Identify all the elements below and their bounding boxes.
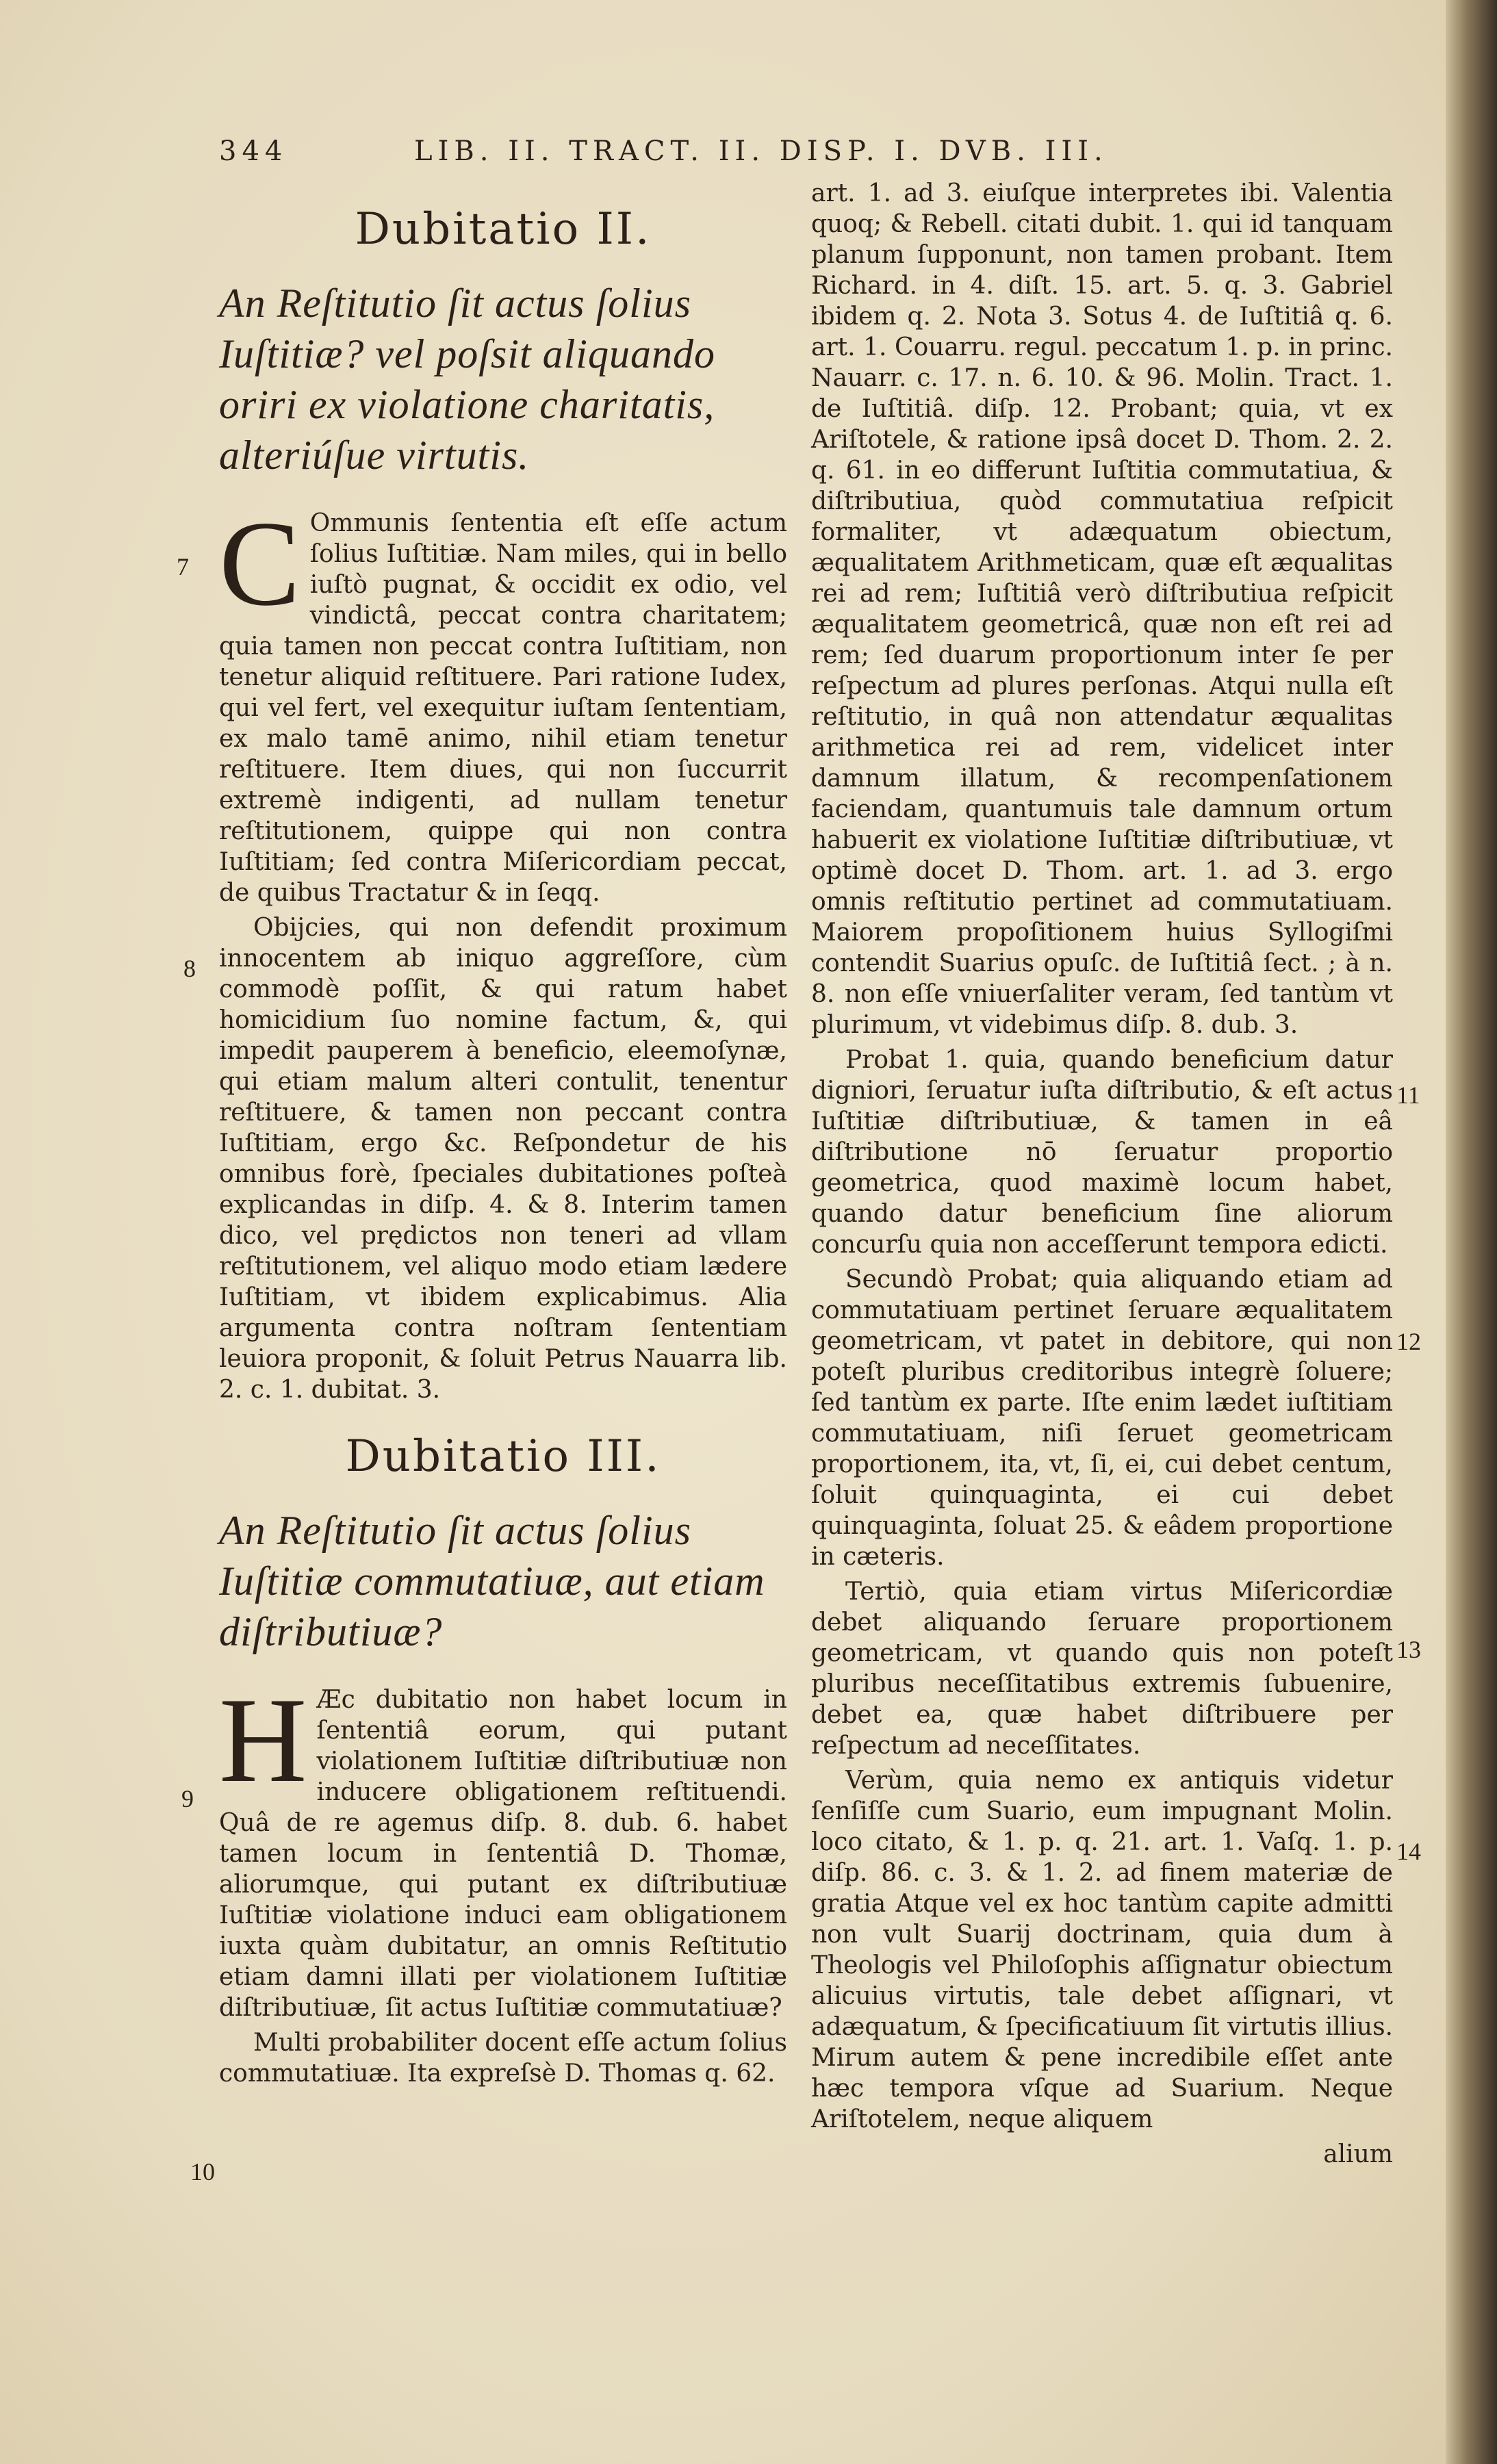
page-number: 344 (219, 136, 288, 167)
paragraph-continued: art. 1. ad 3. eiuſque interpretes ibi. Valentia quoq; & Rebell. citati dubit. 1. qui id tanquam planum ſupponunt, non tamen probant. Item Richard. in 4. diſt. 15. art. 5. q. 3. Gabriel ibidem q. 2. Nota 3. Sotus 4. de Iuſtitiâ q. 6. art. 1. Couarru. regul. peccatum 1. p. in princ. Nauarr. c. 17. n. 6. 10. & 96. Molin. Tract. 1. de Iuſtitiâ. diſp. 12. Probant; quia, vt ex Ariſtotele, & ratione ipsâ docet D. Thom. 2. 2. q. 61. in eo differunt Iuſtitia commutatiua, & diſtributiua, quòd commutatiua reſpicit formaliter, vt adæquatum obiectum, æqualitatem Arithmeticam, quæ eſt æqualitas rei ad rem; Iuſtitiâ verò diſtributiua reſpicit æqualitatem geometricâ, quæ non eſt rei ad rem; ſed duarum proportionum inter ſe per reſpectum ad plures perſonas. Atqui nulla eſt reſtitutio, in quâ non attendatur æqualitas arithmetica rei ad rem, videlicet inter damnum illatum, & recompenſationem faciendam, quantumuis tale damnum ortum habuerit ex violatione Iuſtitiæ diſtributiuæ, vt optimè docet D. Thom. art. 1. ad 3. ergo omnis reſtitutio pertinet ad commutatiuam. Maiorem propoſitionem huius Syllogiſmi contendit Suarius opuſc. de Iuſtitiâ ſect. ; à n. 8. non eſſe vniuerſaliter veram, ſed tantùm vt plurimum, vt videbimus diſp. 8. dub. 3. (811, 179, 1393, 1039)
running-head (219, 136, 1164, 177)
drop-cap-h: H (219, 1672, 307, 1808)
right-column (811, 178, 1393, 2174)
left-column (219, 185, 787, 2093)
paragraph-8: Obijcies, qui non defendit proximum innocentem ab iniquo aggreſſore, cùm commodè poſſit, & qui ratum habet homicidium ſuo nomine factum, &, qui impedit pauperem à beneficio, eleemoſynæ, qui etiam malum alteri contulit, tenentur reſtituere, & tamen non peccant contra Iuſtitiam, ergo &c. Reſpondetur de his omnibus forè, ſpeciales dubitationes poſteà explicandas in diſp. 4. & 8. Interim tamen dico, vel prędictos non teneri ad vllam reſtitutionem, vel aliquo modo etiam lædere Iuſtitiam, vt ibidem explicabimus. Alia argumenta contra noſtram ſententiam leuiora proponit, & ſoluit Petrus Nauarra lib. 2. c. 1. dubitat. 3. (219, 914, 787, 1404)
dubitatio-3-question: An Reſtitutio ſit actus ſolius Iuſtitiæ commutatiuæ, aut etiam diſtributiuæ? (219, 1508, 765, 1654)
margin-number-7: 7 (177, 553, 189, 580)
running-title: LIB. II. TRACT. II. DISP. I. DVB. III. (414, 136, 1108, 167)
margin-number-10: 10 (190, 2158, 215, 2185)
paragraph-13: Tertiò, quia etiam virtus Miſericordiæ debet aliquando ſeruare proportionem geometricam, vt quando quis non poteſt pluribus neceſſitatibus extremis ſubuenire, debet ea, quæ habet diſtribuere per reſpectum ad neceſſitates. (811, 1578, 1393, 1760)
paragraph-7 (219, 496, 787, 908)
paragraph-9 (219, 1672, 787, 2023)
catchword: alium (1323, 2140, 1393, 2168)
dubitatio-3-heading: Dubitatio III. (345, 1431, 661, 1482)
paragraph-11: Probat 1. quia, quando beneficium datur digniori, ſeruatur iuſta diſtributio, & eſt actus Iuſtitiæ diſtributiuæ, & tamen in eâ diſtributione nō ſeruatur proportio geometrica, quod maximè locum habet, quando datur beneficium ſine aliorum concurſu quia non acceſſerunt tempora edicti. (811, 1046, 1393, 1259)
margin-number-11: 11 (1396, 1081, 1420, 1109)
drop-cap-c: C (219, 496, 300, 631)
paragraph-14: Verùm, quia nemo ex antiquis videtur ſenſiſſe cum Suario, eum impugnant Molin. loco citato, & 1. p. q. 21. art. 1. Vaſq. 1. p. diſp. 86. c. 3. & 1. 2. ad finem materiæ de gratia Atque vel ex hoc tantùm capite admitti non vult Suarij doctrinam, quia dum à Theologis vel Philoſophis aſſignatur obiectum alicuius virtutis, tale debet aſſignari, vt adæquatum, & ſpecificatiuum ſit virtutis illius. Mirum autem & pene incredibile eſſet ante hæc tempora vſque ad Suarium. Neque Ariſtotelem, neque aliquem (811, 1767, 1393, 2133)
margin-number-13: 13 (1396, 1636, 1421, 1663)
paragraph-12: Secundò Probat; quia aliquando etiam ad commutatiuam pertinet ſeruare æqualitatem geometricam, vt patet in debitore, qui non poteſt pluribus creditoribus integrè ſoluere; ſed tantùm ex parte. Iſte enim lædet iuſtitiam commutatiuam, niſi ſeruet geometricam proportionem, ita, vt, ſi, ei, cui debet centum, ſoluit quinquaginta, ei cui debet quinquaginta, ſoluat 25. & eâdem proportione in cæteris. (811, 1266, 1393, 1571)
paragraph-9-text: Æc dubitatio non habet locum in ſententiâ eorum, qui putant violationem Iuſtitiæ diſtributiuæ non inducere obligationem reſtituendi. Quâ de re agemus diſp. 8. dub. 6. habet tamen locum in ſententiâ D. Thomæ, aliorumque, qui putant ex diſtributiuæ Iuſtitiæ violatione induci eam obligationem iuxta quàm dubitatur, an omnis Reſtitutio etiam damni illati per violationem Iuſtitiæ diſtributiuæ, ſit actus Iuſtitiæ commutatiuæ? (219, 1686, 787, 2022)
page-gutter-shadow (1446, 0, 1497, 2464)
dubitatio-2-heading: Dubitatio II. (355, 204, 652, 255)
paragraph-7-text: Ommunis ſententia eſt eſſe actum ſolius Iuſtitiæ. Nam miles, qui in bello iuſtò pugnat, & occidit ex odio, vel vindictâ, peccat contra charitatem; quia tamen non peccat contra Iuſtitiam, non tenetur aliquid reſtituere. Pari ratione Iudex, qui vel fert, vel exequitur iuſtam ſententiam, ex malo tamē animo, nihil etiam tenetur reſtituere. Item diues, qui non ſuccurrit extremè indigenti, ad nullam tenetur reſtitutionem, quippe qui non contra Iuſtitiam; ſed contra Miſericordiam peccat, de quibus Tractatur & in ſeqq. (219, 509, 787, 907)
margin-number-12: 12 (1396, 1328, 1421, 1355)
paragraph-10: Multi probabiliter docent eſſe actum ſolius commutatiuæ. Ita expreſsè D. Thomas q. 62. (219, 2029, 787, 2088)
margin-number-8: 8 (183, 955, 196, 982)
margin-number-9: 9 (181, 1785, 194, 1812)
margin-number-14: 14 (1396, 1838, 1421, 1865)
dubitatio-2-question: An Reſtitutio ſit actus ſolius Iuſtitiæ? vel poſsit aliquando oriri ex violatione charitatis, alteriúſue virtutis. (219, 281, 715, 478)
